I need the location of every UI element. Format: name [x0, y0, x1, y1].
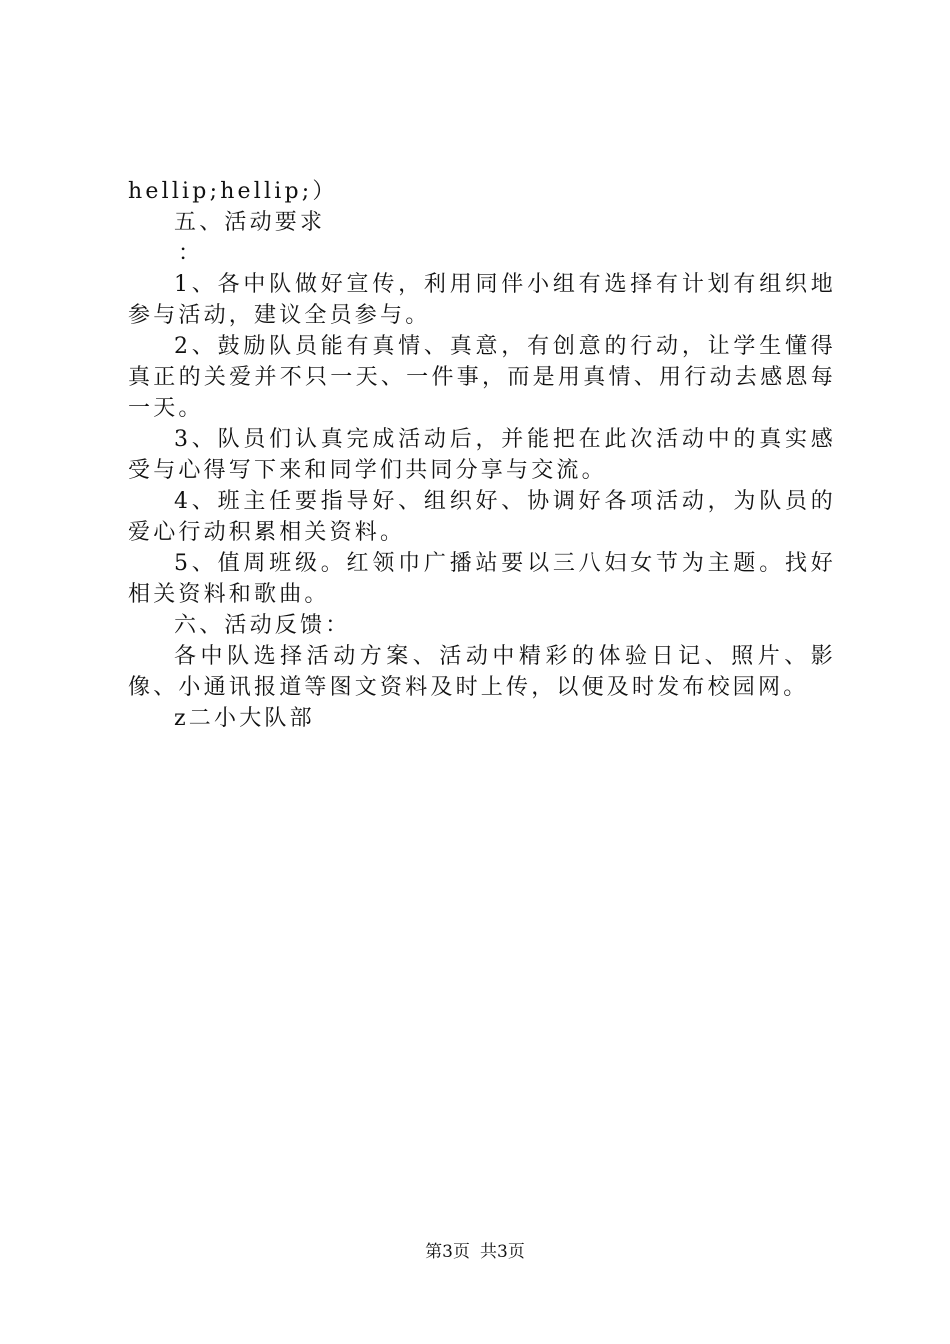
- requirement-item-1: 1、各中队做好宣传，利用同伴小组有选择有计划有组织地参与活动，建议全员参与。: [128, 272, 836, 328]
- colon-line: ：: [178, 241, 204, 266]
- continuation-line: hellip;hellip;）: [128, 179, 338, 204]
- requirement-item-5: 5、值周班级。红领巾广播站要以三八妇女节为主题。找好相关资料和歌曲。: [128, 551, 836, 607]
- page-number-current: 第3页: [425, 1242, 470, 1262]
- page-number-total: 共3页: [480, 1242, 525, 1262]
- section-heading-feedback: 六、活动反馈：: [174, 613, 351, 638]
- requirement-item-3: 3、队员们认真完成活动后，并能把在此次活动中的真实感受与心得写下来和同学们共同分享与交流。: [128, 427, 836, 483]
- feedback-paragraph: 各中队选择活动方案、活动中精彩的体验日记、照片、影像、小通讯报道等图文资料及时上传，以便及时发布校园网。: [128, 644, 836, 700]
- requirement-item-2: 2、鼓励队员能有真情、真意，有创意的行动，让学生懂得真正的关爱并不只一天、一件事，而是用真情、用行动去感恩每一天。: [128, 334, 836, 421]
- page-footer: [0, 1242, 950, 1262]
- requirement-item-4: 4、班主任要指导好、组织好、协调好各项活动，为队员的爱心行动积累相关资料。: [128, 489, 836, 545]
- signature-line: z二小大队部: [174, 706, 315, 731]
- section-heading-requirements: 五、活动要求: [174, 210, 326, 235]
- document-body: [128, 176, 836, 734]
